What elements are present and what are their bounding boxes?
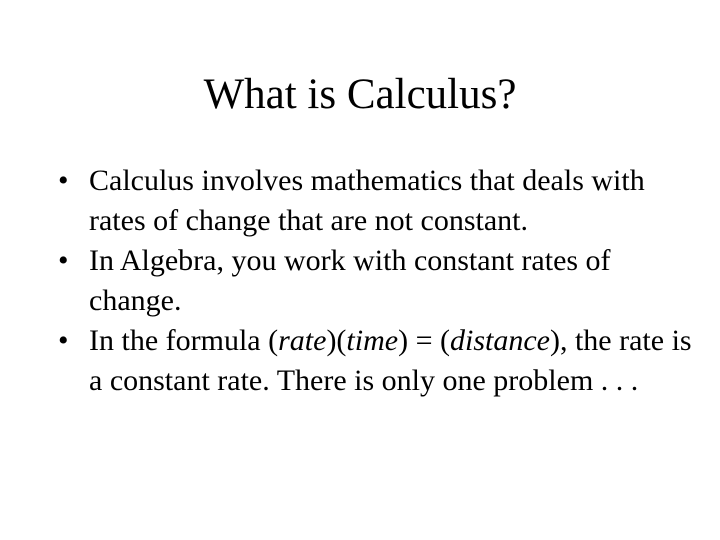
formula-text-lead: In the formula ( [89,324,279,357]
bullet-item-algebra [58,241,698,321]
slide-title: What is Calculus? [203,71,517,118]
bullet-item-calculus-definition [58,161,698,241]
bullet-item-formula [58,321,698,401]
formula-text-sep2: ) = ( [398,324,450,357]
formula-text-tail: ), the rate is a constant rate. There is only one problem . . . [89,324,692,397]
bullet-dot-icon: • [58,324,69,357]
bullet-dot-icon: • [58,244,69,277]
formula-term-time: time [346,324,399,357]
bullet-list [58,161,698,401]
formula-term-distance: distance [449,324,550,357]
bullet-dot-icon: • [58,164,69,197]
bullet-text: In Algebra, you work with constant rates of change. [89,244,611,317]
formula-text-sep1: )( [326,324,347,357]
bullet-text: Calculus involves mathematics that deals with rates of change that are not constant. [89,164,645,237]
formula-term-rate: rate [278,324,327,357]
